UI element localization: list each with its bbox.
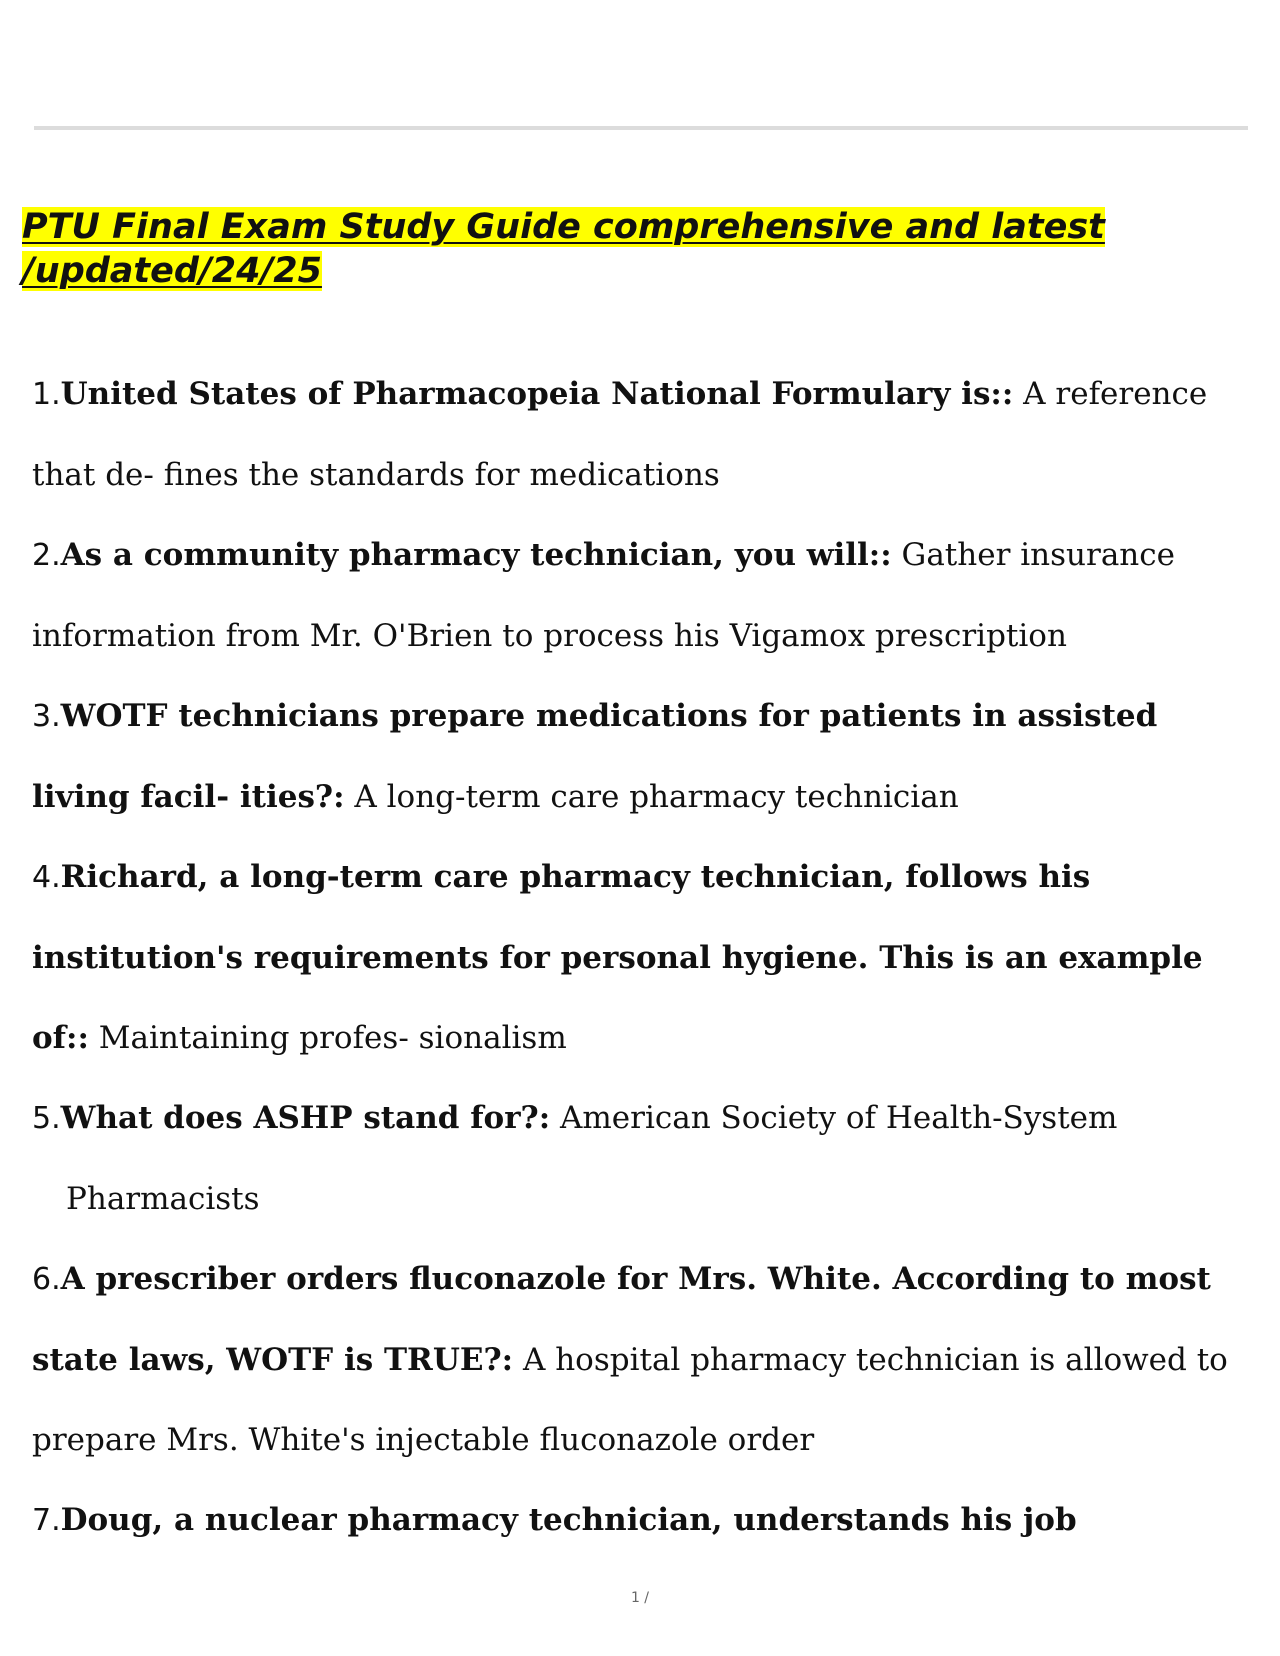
item-number: 6. xyxy=(32,1262,61,1297)
question-text: As a community pharmacy technician, you will:: xyxy=(60,537,892,573)
document-title xyxy=(22,205,1252,293)
item-number: 5. xyxy=(32,1101,61,1136)
list-item xyxy=(32,515,1242,676)
list-item xyxy=(32,1239,1242,1480)
list-item xyxy=(32,1480,1242,1561)
title-text: PTU Final Exam Study Guide comprehensive and latest /updated/24/25 xyxy=(22,207,1105,291)
question-text: WOTF technicians prepare medications for patients in assisted living facil- ities?: xyxy=(32,698,1158,815)
list-item xyxy=(32,354,1242,515)
page-number: 1 / xyxy=(630,1590,650,1606)
item-number: 7. xyxy=(32,1503,61,1538)
item-number: 4. xyxy=(32,860,61,895)
list-item xyxy=(32,1078,1242,1239)
answer-text: A reference that de- fines the standards for medications xyxy=(32,376,1208,493)
header-divider xyxy=(34,126,1248,130)
question-text: What does ASHP stand for?: xyxy=(60,1100,551,1136)
answer-text: Maintaining profes- sionalism xyxy=(88,1020,567,1056)
item-number: 1. xyxy=(32,377,61,412)
question-text: Doug, a nuclear pharmacy technician, understands his job xyxy=(60,1502,1077,1538)
question-text: A prescriber orders fluconazole for Mrs. White. According to most state laws, WOTF is TRUE?: xyxy=(32,1261,1211,1378)
item-number: 2. xyxy=(32,538,61,573)
question-text: United States of Pharmacopeia National Formulary is:: xyxy=(60,376,1014,412)
question-text: Richard, a long-term care pharmacy technician, follows his institution's requirements for personal hygiene. This is an example of:: xyxy=(32,859,1203,1056)
answer-text: Gather insurance information from Mr. O'Brien to process his Vigamox prescription xyxy=(32,537,1175,654)
list-item xyxy=(32,837,1242,1078)
question-list xyxy=(32,354,1242,1561)
list-item xyxy=(32,676,1242,837)
item-number: 3. xyxy=(32,699,61,734)
answer-text: A hospital pharmacy technician is allowed to prepare Mrs. White's injectable fluconazole order xyxy=(32,1342,1228,1458)
answer-text: A long-term care pharmacy technician xyxy=(344,779,959,815)
answer-text: American Society of Health-System Pharmacists xyxy=(66,1100,1118,1217)
